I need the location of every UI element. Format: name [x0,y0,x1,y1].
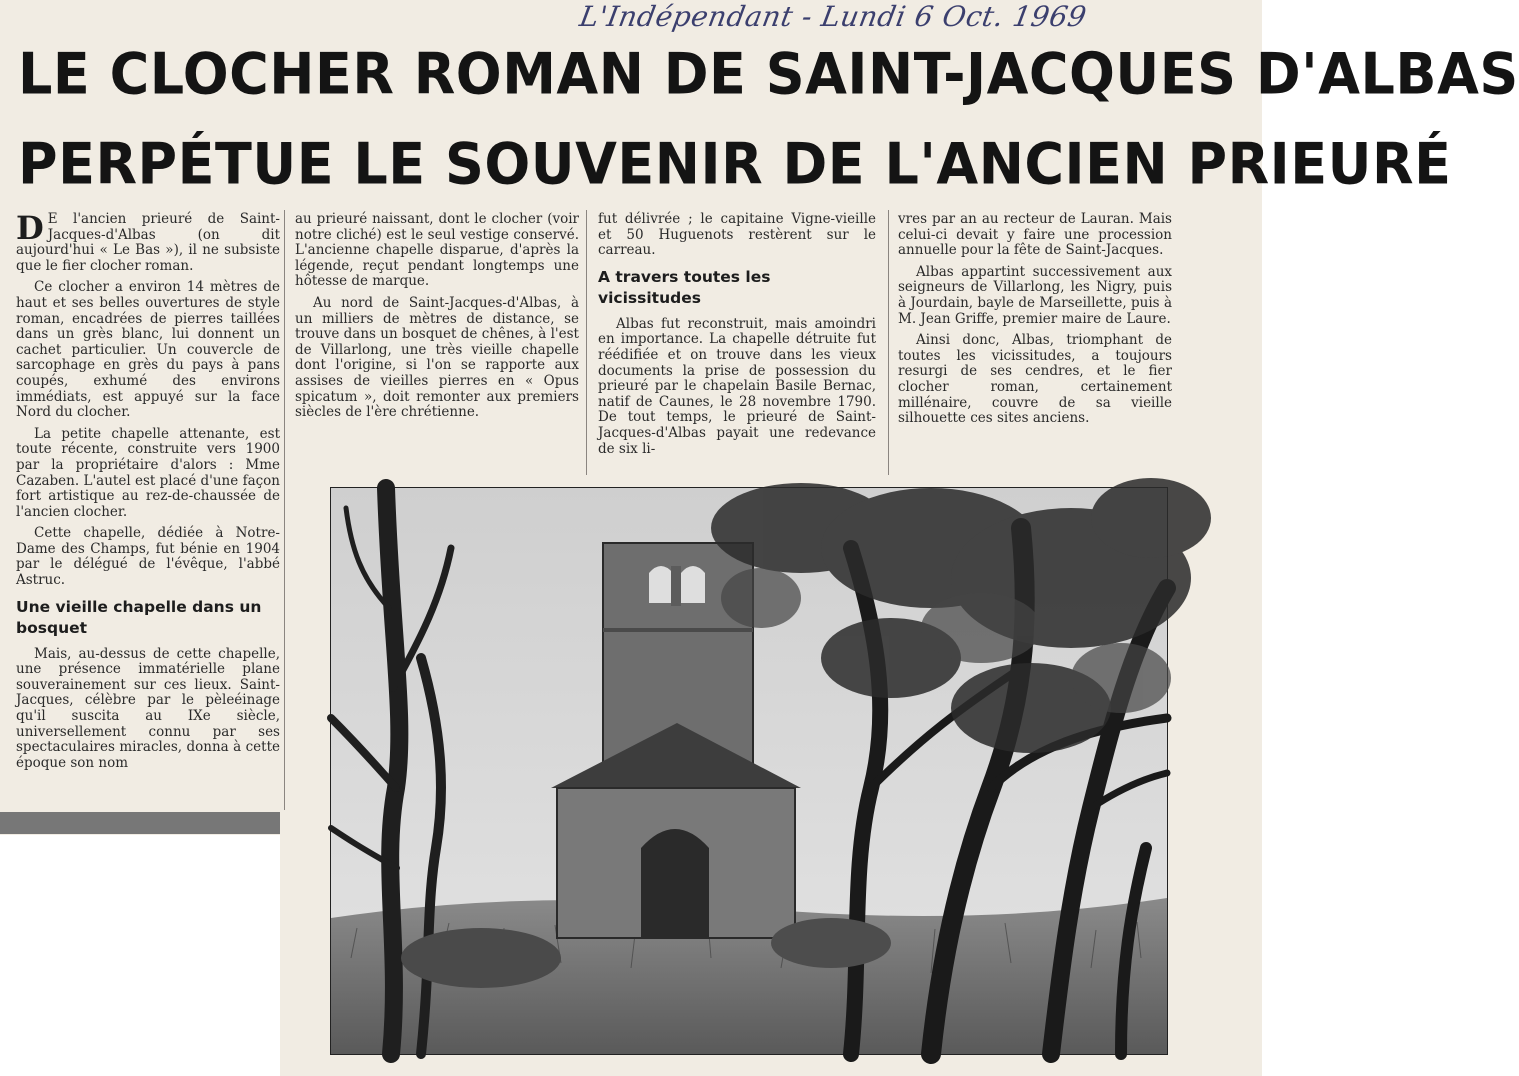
clipping-edge [0,812,280,834]
subheading: Une vieille chapelle dans un bosquet [16,597,262,637]
paragraph: au prieuré naissant, dont le clocher (voir notre cliché) est le seul vestige conservé. L'ancienne chapelle disparue, d'après la légende, reçut pendant longtemps une hôtesse de marque. [295,211,579,290]
paragraph: Ce clocher a environ 14 mètres de haut et ses belles ouvertures de style roman, encadrées de pierres taillées dans un grès blanc, lui donnent un cachet particulier. Un couvercle de sarcophage en grès du pays à pans coupés, exhumé des environs immédiats, est appuyé sur la face Nord du clocher. [16,279,280,421]
article-column-2 [295,212,579,427]
paragraph: Albas appartint successivement aux seigneurs de Villarlong, les Nigry, puis à Jourdain, bayle de Marseillette, puis à M. Jean Griffe, premier maire de Laure. [898,263,1172,327]
bell-tower-photo [330,487,1168,1055]
drop-cap: D [16,209,44,247]
paragraph: Albas fut reconstruit, mais amoindri en importance. La chapelle détruite fut réédifiée et on trouve dans les vieux documents la prise de possession du prieuré par le chapelain Basile Bernac, natif de Caunes, le 28 novembre 1790. De tout temps, le prieuré de Saint-Jacques-d'Albas payait une redevance de six li- [598,315,876,457]
subheading: A travers toutes les vicissitudes [598,267,771,307]
paragraph: Cette chapelle, dédiée à Notre-Dame des Champs, fut bénie en 1904 par le délégué de l'évêque, l'abbé Astruc. [16,525,280,589]
paragraph: fut délivrée ; le capitaine Vigne-vieille et 50 Huguenots restèrent sur le carreau. [598,211,876,259]
headline-line-1: LE CLOCHER ROMAN DE SAINT-JACQUES D'ALBAS [18,41,1519,108]
article-column-4 [898,212,1172,433]
column-rule [284,210,285,810]
column-rule [888,210,889,475]
paragraph: Ainsi donc, Albas, triomphant de toutes les vicissitudes, a toujours resurgi de ses cendres, et le fier clocher roman, certainement millénaire, couvre de sa vieille silhouette ces sites anciens. [898,332,1172,427]
headline-line-2: PERPÉTUE LE SOUVENIR DE L'ANCIEN PRIEURÉ [18,131,1452,198]
paragraph: Mais, au-dessus de cette chapelle, une présence immatérielle plane souverainement sur ces lieux. Saint-Jacques, célèbre par le pèleéinage qu'il suscita au IXe siècle, universellement connu par ses spectaculaires miracles, donna à cette époque son nom [16,645,280,771]
paragraph: vres par an au recteur de Lauran. Mais celui-ci devait y faire une procession annuelle pour la fête de Saint-Jacques. [898,211,1172,259]
handwritten-date: L'Indépendant - Lundi 6 Oct. 1969 [577,0,1090,33]
paragraph: Au nord de Saint-Jacques-d'Albas, à un milliers de mètres de distance, se trouve dans un bosquet de chênes, à l'est de Villarlong, une très vieille chapelle dont l'origine, si l'on se rapporte aux assises de vieilles pierres en « Opus spicatum », doit remonter aux premiers siècles de l'ère chrétienne. [295,294,579,421]
article-column-1 [16,209,280,777]
column-rule [586,210,587,475]
paragraph: La petite chapelle attenante, est toute récente, construite vers 1900 par la propriétaire d'alors : Mme Cazaben. L'autel est placé d'une façon fort artistique au rez-de-chaussée de l'ancien clocher. [16,425,280,520]
paragraph: E l'ancien prieuré de Saint-Jacques-d'Albas (on dit aujourd'hui « Le Bas »), il ne subsiste que le fier clocher roman. [16,211,280,274]
article-column-3 [598,212,876,463]
